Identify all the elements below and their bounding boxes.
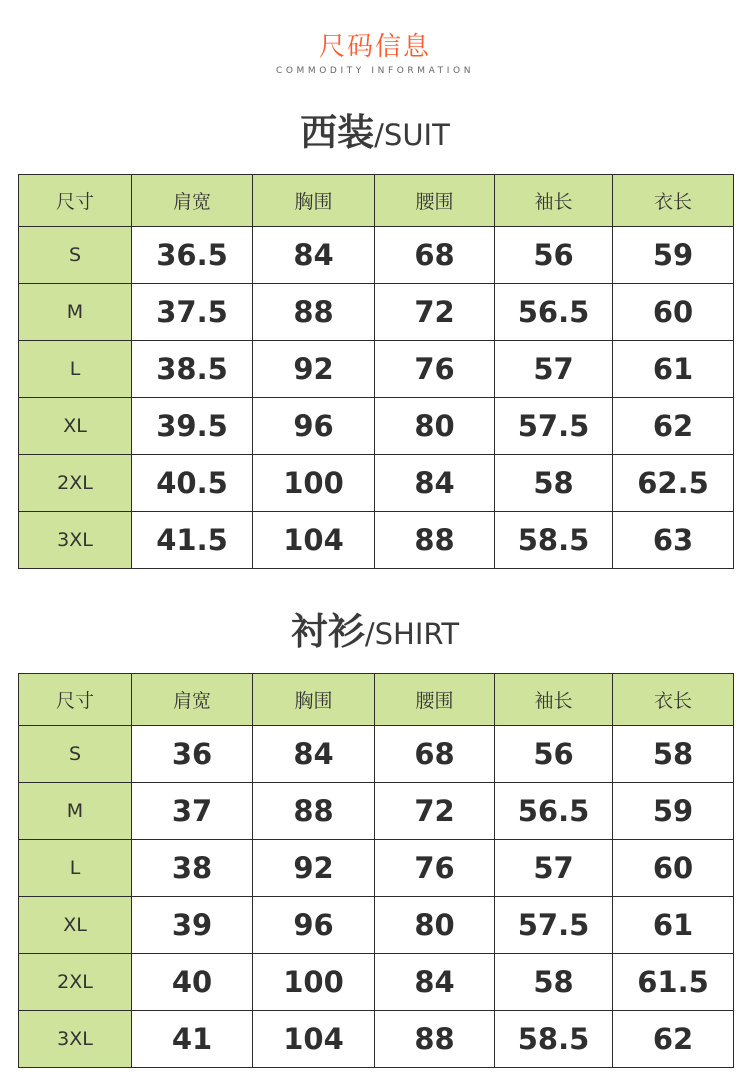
size-label: XL (19, 897, 132, 954)
table-cell: 38.5 (132, 341, 253, 398)
table-cell: 88 (253, 284, 375, 341)
table-cell: 59 (613, 783, 734, 840)
table-cell: 39.5 (132, 398, 253, 455)
table-cell: 58 (613, 726, 734, 783)
table-cell: 57.5 (495, 398, 613, 455)
table-cell: 84 (375, 954, 495, 1011)
table-row (19, 398, 734, 455)
column-header: 袖长 (495, 674, 613, 726)
table-cell: 63 (613, 512, 734, 569)
table-row (19, 783, 734, 840)
table-row (19, 840, 734, 897)
column-header: 袖长 (495, 175, 613, 227)
table-cell: 88 (375, 1011, 495, 1068)
table-cell: 104 (253, 1011, 375, 1068)
table-cell: 41 (132, 1011, 253, 1068)
column-header: 衣长 (613, 674, 734, 726)
table-cell: 72 (375, 284, 495, 341)
table-cell: 37 (132, 783, 253, 840)
table-cell: 76 (375, 840, 495, 897)
table-cell: 62.5 (613, 455, 734, 512)
table-row (19, 897, 734, 954)
shirt-size-table (18, 673, 734, 1068)
table-cell: 40.5 (132, 455, 253, 512)
table-cell: 84 (253, 227, 375, 284)
table-cell: 76 (375, 341, 495, 398)
page-title: 尺码信息 (318, 32, 431, 62)
table-cell: 68 (375, 726, 495, 783)
table-cell: 80 (375, 897, 495, 954)
table-cell: 57 (495, 341, 613, 398)
table-cell: 37.5 (132, 284, 253, 341)
size-label: 2XL (19, 455, 132, 512)
column-header: 衣长 (613, 175, 734, 227)
table-cell: 62 (613, 398, 734, 455)
table-cell: 56.5 (495, 284, 613, 341)
column-header: 腰围 (375, 674, 495, 726)
table-cell: 104 (253, 512, 375, 569)
table-cell: 68 (375, 227, 495, 284)
table-cell: 100 (253, 455, 375, 512)
table-row (19, 954, 734, 1011)
column-header: 肩宽 (132, 175, 253, 227)
table-cell: 56.5 (495, 783, 613, 840)
size-label: M (19, 783, 132, 840)
table-cell: 36.5 (132, 227, 253, 284)
table-header-row (19, 674, 734, 726)
table-cell: 36 (132, 726, 253, 783)
column-header: 胸围 (253, 674, 375, 726)
column-header: 腰围 (375, 175, 495, 227)
table-cell: 88 (375, 512, 495, 569)
shirt-title-cn: 衬衫 (290, 610, 365, 653)
table-cell: 40 (132, 954, 253, 1011)
table-cell: 41.5 (132, 512, 253, 569)
size-label: S (19, 227, 132, 284)
table-cell: 38 (132, 840, 253, 897)
table-cell: 60 (613, 840, 734, 897)
table-cell: 61 (613, 897, 734, 954)
table-cell: 61.5 (613, 954, 734, 1011)
suit-size-table (18, 174, 734, 569)
table-cell: 84 (375, 455, 495, 512)
table-cell: 39 (132, 897, 253, 954)
table-cell: 56 (495, 227, 613, 284)
table-cell: 58 (495, 455, 613, 512)
table-row (19, 1011, 734, 1068)
table-cell: 92 (253, 840, 375, 897)
table-row (19, 726, 734, 783)
size-label: S (19, 726, 132, 783)
column-header: 尺寸 (19, 175, 132, 227)
size-label: M (19, 284, 132, 341)
suit-title-en: /SUIT (374, 118, 450, 152)
table-cell: 58.5 (495, 1011, 613, 1068)
table-row (19, 455, 734, 512)
table-cell: 92 (253, 341, 375, 398)
table-row (19, 512, 734, 569)
table-cell: 96 (253, 398, 375, 455)
table-cell: 60 (613, 284, 734, 341)
size-label: 2XL (19, 954, 132, 1011)
size-label: L (19, 341, 132, 398)
table-cell: 88 (253, 783, 375, 840)
table-cell: 84 (253, 726, 375, 783)
table-cell: 56 (495, 726, 613, 783)
table-cell: 58 (495, 954, 613, 1011)
table-cell: 58.5 (495, 512, 613, 569)
size-label: 3XL (19, 1011, 132, 1068)
table-row (19, 284, 734, 341)
size-label: XL (19, 398, 132, 455)
shirt-section-title (0, 609, 750, 662)
table-cell: 96 (253, 897, 375, 954)
table-cell: 62 (613, 1011, 734, 1068)
table-cell: 80 (375, 398, 495, 455)
table-row (19, 227, 734, 284)
page-subtitle: COMMODITY INFORMATION (275, 66, 475, 76)
column-header: 胸围 (253, 175, 375, 227)
suit-section-title (0, 110, 750, 163)
size-label: 3XL (19, 512, 132, 569)
size-label: L (19, 840, 132, 897)
table-row (19, 341, 734, 398)
suit-title-cn: 西装 (300, 111, 375, 154)
column-header: 尺寸 (19, 674, 132, 726)
table-cell: 59 (613, 227, 734, 284)
table-header-row (19, 175, 734, 227)
table-cell: 57.5 (495, 897, 613, 954)
table-cell: 100 (253, 954, 375, 1011)
table-cell: 61 (613, 341, 734, 398)
column-header: 肩宽 (132, 674, 253, 726)
table-cell: 72 (375, 783, 495, 840)
shirt-title-en: /SHIRT (364, 617, 460, 651)
table-cell: 57 (495, 840, 613, 897)
